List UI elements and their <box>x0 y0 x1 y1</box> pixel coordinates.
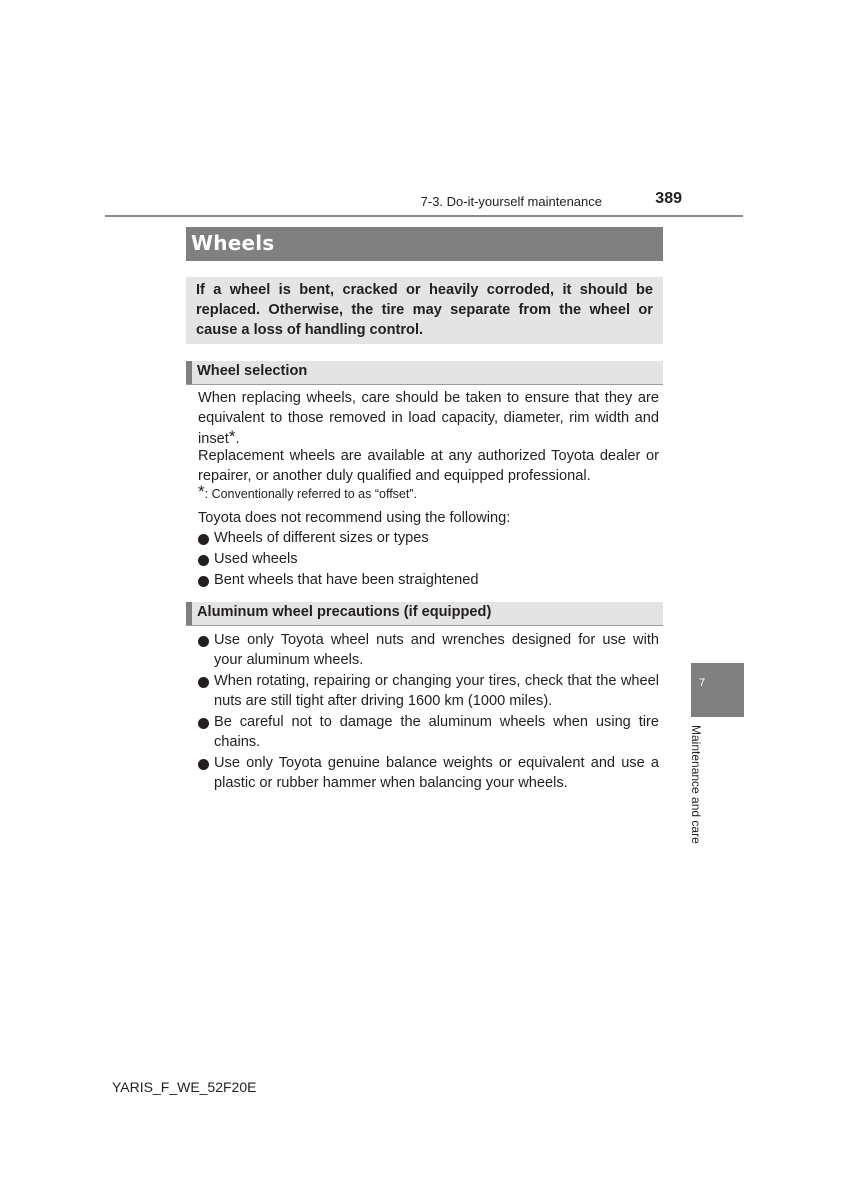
bullet-icon <box>198 555 209 566</box>
chapter-label: Maintenance and care <box>689 725 703 844</box>
list-item-text: Use only Toyota genuine balance weights or equivalent and use a plastic or rubber hammer when balancing your wheels. <box>214 755 659 791</box>
list-item <box>198 671 659 711</box>
aluminum-precautions-list <box>198 630 659 793</box>
aluminum-heading: Aluminum wheel precautions (if equipped) <box>197 604 492 620</box>
wheel-selection-paragraph-2: Replacement wheels are available at any authorized Toyota dealer or repairer, or another duly qualified and equipped professional. <box>198 448 659 484</box>
list-item <box>198 549 659 569</box>
list-item <box>198 528 659 548</box>
header-divider <box>105 215 743 217</box>
list-item-text: Used wheels <box>214 551 298 567</box>
list-item-text: Be careful not to damage the aluminum wheels when using tire chains. <box>214 714 659 750</box>
bullet-icon <box>198 576 209 587</box>
footnote-asterisk: * <box>198 482 205 501</box>
document-code: YARIS_F_WE_52F20E <box>112 1079 257 1095</box>
list-item-text: Use only Toyota wheel nuts and wrenches designed for use with your aluminum wheels. <box>214 632 659 668</box>
bullet-icon <box>198 759 209 770</box>
section-header: 7-3. Do-it-yourself maintenance <box>420 194 602 209</box>
bullet-icon <box>198 677 209 688</box>
paragraph-1-text: When replacing wheels, care should be taken to ensure that they are equivalent to those removed in load capacity, diameter, rim width and inset <box>198 390 659 447</box>
wheel-selection-heading: Wheel selection <box>197 363 308 379</box>
warning-box <box>186 277 663 344</box>
list-item-text: Wheels of different sizes or types <box>214 530 429 546</box>
aluminum-heading-bar <box>186 602 663 626</box>
list-item <box>198 712 659 752</box>
page-number: 389 <box>655 190 682 207</box>
bullet-icon <box>198 718 209 729</box>
wheel-selection-paragraph-1 <box>198 388 659 449</box>
warning-text: If a wheel is bent, cracked or heavily corroded, it should be replaced. Otherwise, the tire may separate from the wheel or cause a loss of handling control. <box>196 282 653 338</box>
footnote-text: : Conventionally referred to as “offset”. <box>204 487 417 501</box>
not-recommend-list <box>198 528 659 590</box>
chapter-tab <box>691 663 744 717</box>
list-item-text: Bent wheels that have been straightened <box>214 572 479 588</box>
list-item <box>198 753 659 793</box>
bullet-icon <box>198 534 209 545</box>
wheel-selection-heading-bar <box>186 361 663 385</box>
list-item-text: When rotating, repairing or changing your tires, check that the wheel nuts are still tight after driving 1600 km (1000 miles). <box>214 673 659 709</box>
list-item <box>198 570 659 590</box>
page-title-bar <box>186 227 663 261</box>
asterisk-marker: * <box>228 427 236 446</box>
chapter-number: 7 <box>699 677 706 689</box>
footnote <box>198 483 659 504</box>
not-recommend-text: Toyota does not recommend using the following: <box>198 510 511 526</box>
bullet-icon <box>198 636 209 647</box>
list-item <box>198 630 659 670</box>
page-title: Wheels <box>191 231 275 255</box>
paragraph-1-end: . <box>235 431 240 447</box>
